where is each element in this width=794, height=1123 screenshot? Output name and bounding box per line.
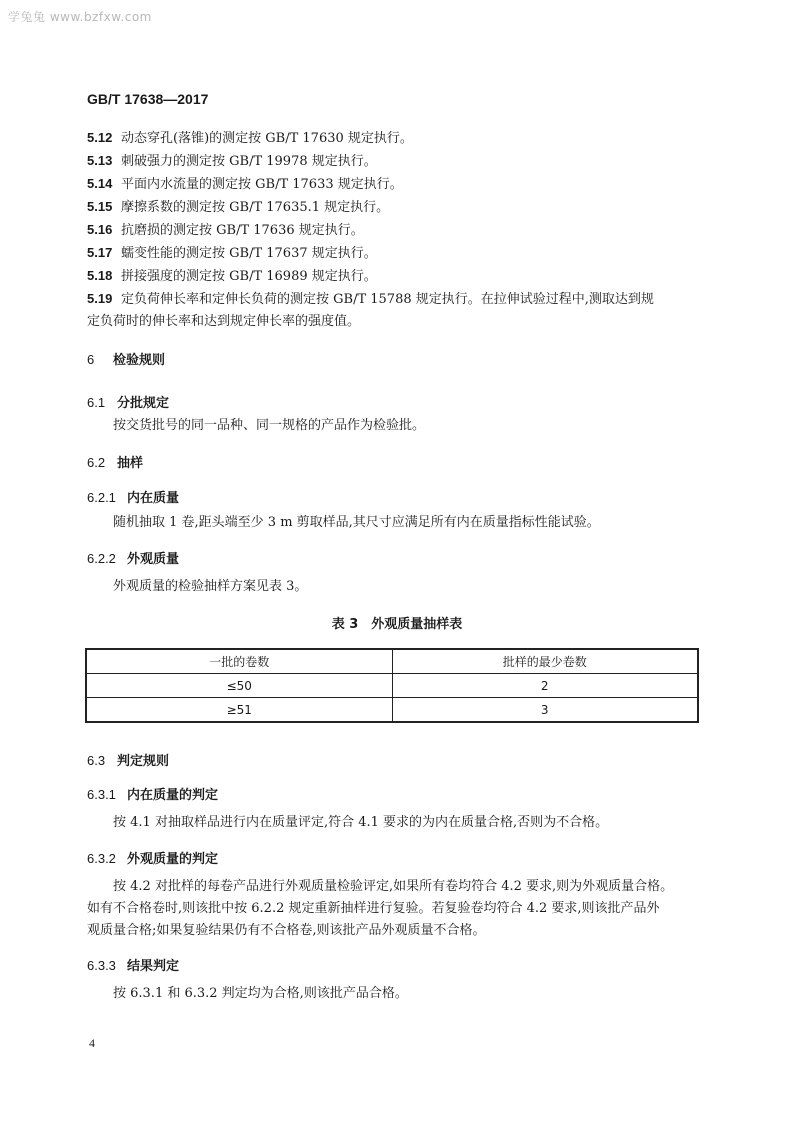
section-6-2-1-heading (87, 487, 179, 506)
section-title: 外观质量 (127, 552, 180, 567)
clause-text: 摩擦系数的测定按 GB/T 17635.1 规定执行。 (121, 200, 390, 215)
section-6-3-2-line2: 如有不合格卷时,则该批中按 6.2.2 规定重新抽样进行复验。若复验卷均符合 4.2 要求,则该批产品外 (87, 901, 660, 916)
clause-number: 5.14 (87, 176, 113, 191)
section-number: 6.3.2 (87, 851, 116, 866)
clause-number: 5.16 (87, 222, 113, 237)
clause-5-19 (87, 288, 709, 311)
clause-number: 5.12 (87, 130, 113, 145)
clause-number: 5.15 (87, 199, 113, 214)
clause-number: 5.19 (87, 291, 113, 306)
section-number: 6.2.1 (87, 490, 116, 505)
table-row (86, 698, 698, 723)
section-number: 6.1 (87, 395, 106, 410)
clause-5-13 (87, 150, 709, 173)
clause-5-15 (87, 196, 709, 219)
watermark: 学兔兔 www.bzfxw.com (8, 10, 152, 24)
table-3-caption: 表 3 外观质量抽样表 (331, 617, 463, 632)
clause-text: 抗磨损的测定按 GB/T 17636 规定执行。 (121, 223, 364, 238)
section-6-3-2-heading (87, 848, 218, 867)
section-title: 判定规则 (117, 754, 170, 769)
section-6-2-1-text: 随机抽取 1 卷,距头端至少 3 m 剪取样品,其尺寸应满足所有内在质量指标性能试验。 (113, 515, 600, 530)
table-3 (85, 648, 699, 723)
section-6-3-3-heading (87, 955, 179, 974)
section-title: 结果判定 (127, 959, 180, 974)
clause-5-16 (87, 219, 709, 242)
standard-code: GB/T 17638—2017 (87, 91, 209, 107)
section-6-2-heading (87, 452, 143, 471)
section-title: 检验规则 (113, 353, 166, 368)
section-6-3-2-line1: 按 4.2 对批样的每卷产品进行外观质量检验评定,如果所有卷均符合 4.2 要求,则为外观质量合格。 (113, 879, 674, 894)
section-title: 分批规定 (117, 396, 170, 411)
section-number: 6 (87, 352, 95, 367)
section-6-3-heading (87, 750, 169, 769)
section-6-2-2-heading (87, 548, 179, 567)
section-title: 内在质量的判定 (127, 788, 219, 803)
clause-text: 动态穿孔(落锥)的测定按 GB/T 17630 规定执行。 (121, 131, 413, 146)
section-number: 6.2 (87, 455, 106, 470)
clause-text: 定负荷伸长率和定伸长负荷的测定按 GB/T 15788 规定执行。在拉伸试验过程中,测取达到规 (121, 292, 654, 307)
table-cell: ≥51 (86, 698, 392, 723)
clause-number: 5.17 (87, 245, 113, 260)
table-cell: ≤50 (86, 674, 392, 698)
table-header-row (86, 649, 698, 674)
section-number: 6.3.1 (87, 787, 116, 802)
section-title: 内在质量 (127, 491, 180, 506)
section-6-2-2-text: 外观质量的检验抽样方案见表 3。 (113, 579, 308, 594)
section-number: 6.2.2 (87, 551, 116, 566)
section-title: 抽样 (117, 456, 144, 471)
clause-5-19-continuation: 定负荷时的伸长率和达到规定伸长率的强度值。 (87, 314, 361, 329)
column-header: 批样的最少卷数 (392, 649, 698, 674)
clause-text: 平面内水流量的测定按 GB/T 17633 规定执行。 (121, 177, 403, 192)
clause-5-17 (87, 242, 709, 265)
clause-text: 蠕变性能的测定按 GB/T 17637 规定执行。 (121, 246, 377, 261)
section-6-3-1-text: 按 4.1 对抽取样品进行内在质量评定,符合 4.1 要求的为内在质量合格,否则为不合格。 (113, 815, 609, 830)
clause-5-18 (87, 265, 709, 288)
table-cell: 2 (392, 674, 698, 698)
clause-5-12 (87, 127, 709, 150)
page-number: 4 (89, 1036, 95, 1050)
section-6-heading (87, 349, 165, 368)
section-number: 6.3.3 (87, 958, 116, 973)
clause-number: 5.18 (87, 268, 113, 283)
section-6-1-text: 按交货批号的同一品种、同一规格的产品作为检验批。 (113, 418, 426, 433)
section-6-3-3-text: 按 6.3.1 和 6.3.2 判定均为合格,则该批产品合格。 (113, 986, 408, 1001)
section-6-1-heading (87, 392, 169, 411)
clauses-5 (87, 127, 709, 333)
section-6-3-1-heading (87, 784, 218, 803)
section-number: 6.3 (87, 753, 106, 768)
table-row (86, 674, 698, 698)
clause-text: 拼接强度的测定按 GB/T 16989 规定执行。 (121, 269, 377, 284)
clause-5-14 (87, 173, 709, 196)
clause-number: 5.13 (87, 153, 113, 168)
section-title: 外观质量的判定 (127, 852, 219, 867)
column-header: 一批的卷数 (86, 649, 392, 674)
table-cell: 3 (392, 698, 698, 723)
clause-text: 刺破强力的测定按 GB/T 19978 规定执行。 (121, 154, 377, 169)
section-6-3-2-line3: 观质量合格;如果复验结果仍有不合格卷,则该批产品外观质量不合格。 (87, 923, 486, 938)
